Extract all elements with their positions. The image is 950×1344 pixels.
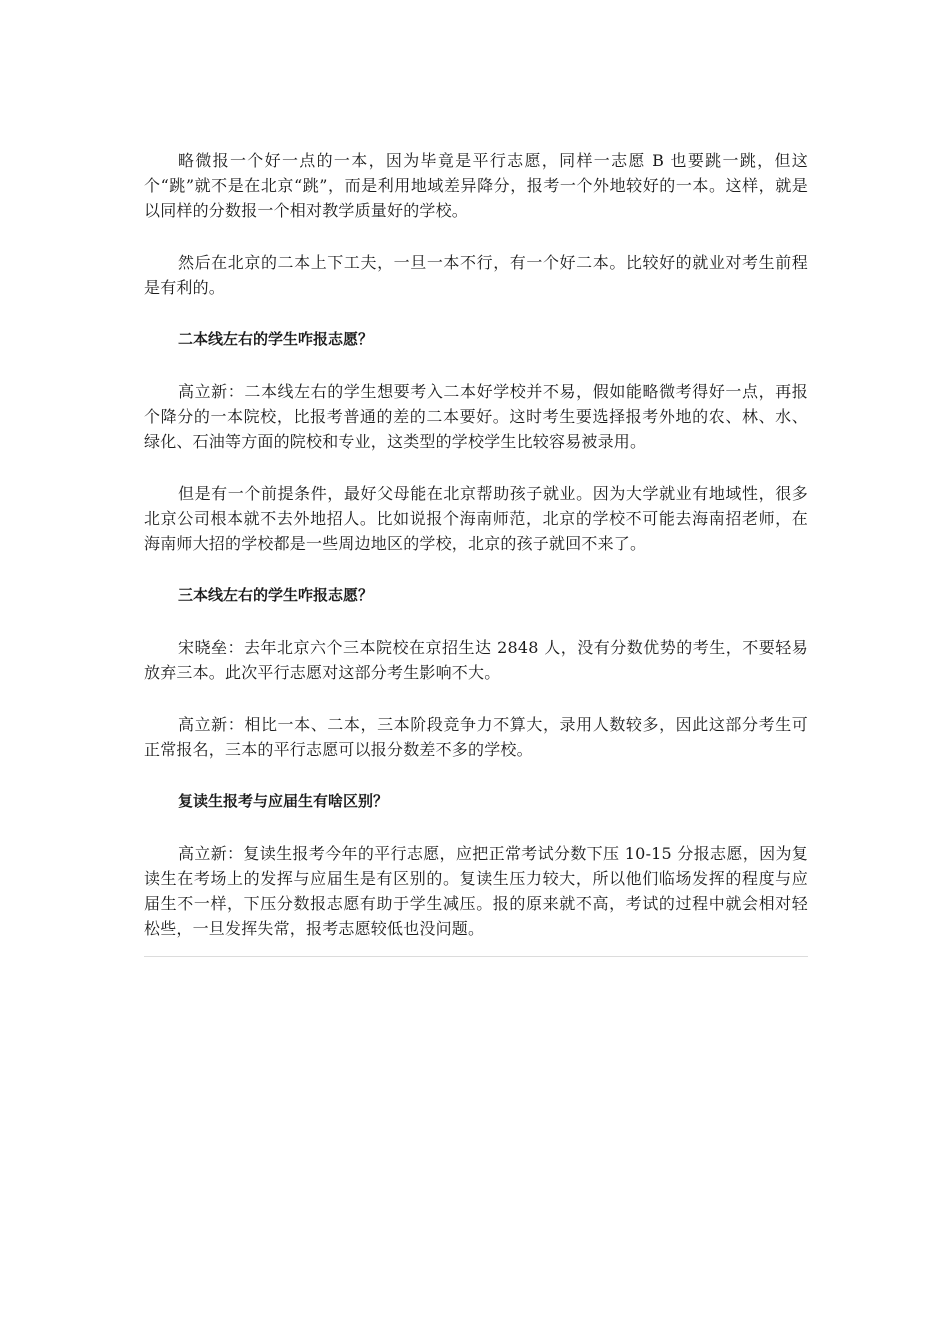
- paragraph: 但是有一个前提条件，最好父母能在北京帮助孩子就业。因为大学就业有地域性，很多北京公司根本就不去外地招人。比如说报个海南师范，北京的学校不可能去海南招老师，在海南师大招的学校都是一些周边地区的学校，北京的孩子就回不来了。: [144, 484, 808, 553]
- paragraph: 高立新：相比一本、二本，三本阶段竞争力不算大，录用人数较多，因此这部分考生可正常报名，三本的平行志愿可以报分数差不多的学校。: [144, 715, 808, 759]
- paragraph: 略微报一个好一点的一本，因为毕竟是平行志愿，同样一志愿 B 也要跳一跳，但这个“跳”就不是在北京“跳”，而是利用地域差异降分，报考一个外地较好的一本。这样，就是以同样的分数报一个相对教学质量好的学校。: [144, 151, 808, 220]
- section-heading: 二本线左右的学生咋报志愿？: [178, 330, 374, 348]
- paragraph: 宋晓垒：去年北京六个三本院校在京招生达 2848 人，没有分数优势的考生，不要轻易放弃三本。此次平行志愿对这部分考生影响不大。: [144, 638, 808, 682]
- paragraph: 然后在北京的二本上下工夫，一旦一本不行，有一个好二本。比较好的就业对考生前程是有利的。: [144, 253, 808, 297]
- section-heading: 复读生报考与应届生有啥区别？: [178, 792, 389, 810]
- paragraph: 高立新：复读生报考今年的平行志愿，应把正常考试分数下压 10-15 分报志愿，因为复读生在考场上的发挥与应届生是有区别的。复读生压力较大，所以他们临场发挥的程度与应届生不一样，下压分数报志愿有助于学生减压。报的原来就不高，考试的过程中就会相对轻松些，一旦发挥失常，报考志愿较低也没问题。: [144, 844, 808, 938]
- section-heading: 三本线左右的学生咋报志愿？: [178, 586, 374, 604]
- paragraph: 高立新：二本线左右的学生想要考入二本好学校并不易，假如能略微考得好一点，再报个降分的一本院校，比报考普通的差的二本要好。这时考生要选择报考外地的农、林、水、绿化、石油等方面的院校和专业，这类型的学校学生比较容易被录用。: [144, 382, 808, 451]
- article-body: [144, 148, 808, 968]
- horizontal-divider: [144, 956, 808, 957]
